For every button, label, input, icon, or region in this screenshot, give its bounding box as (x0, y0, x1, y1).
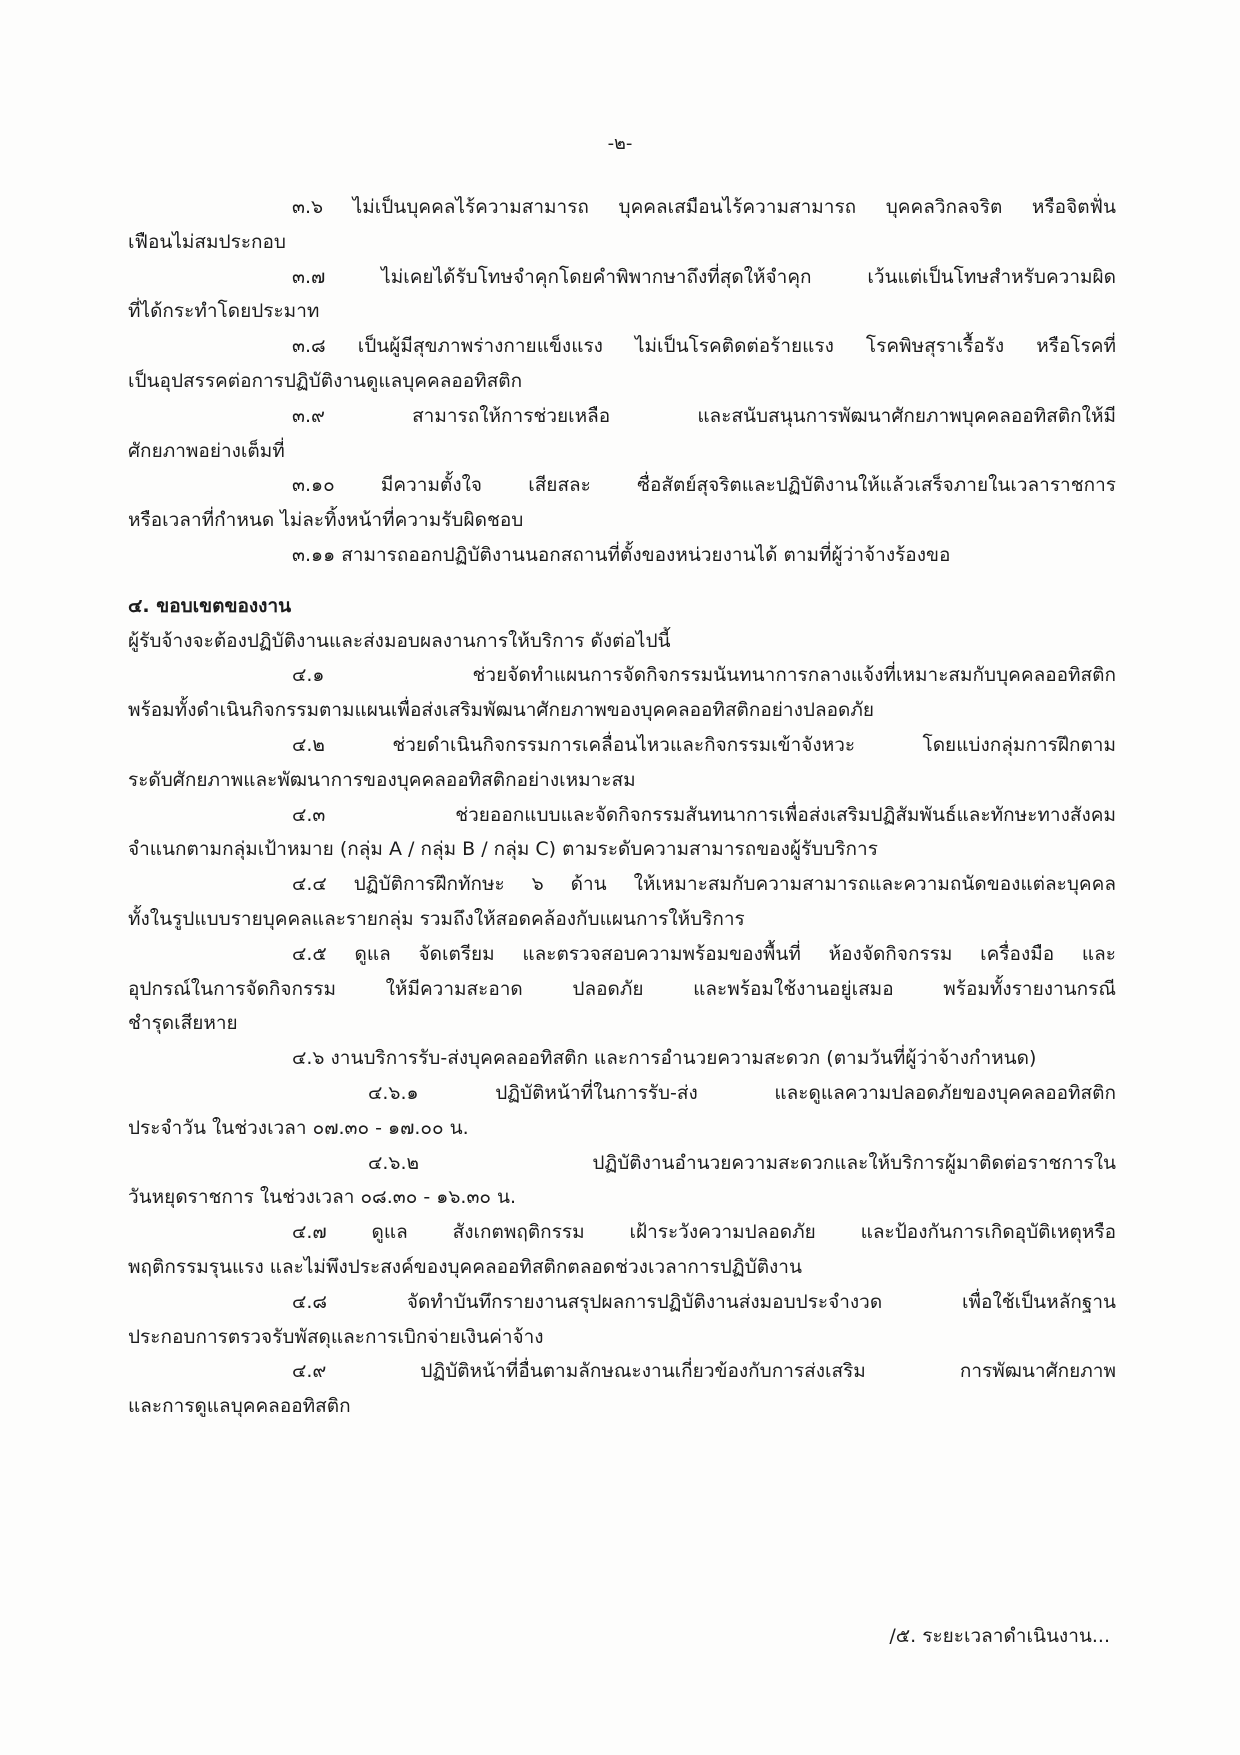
paragraph-item (128, 867, 1116, 937)
paragraph-continuation-line: ทั้งในรูปแบบรายบุคคลและรายกลุ่ม รวมถึงให้สอดคล้องกับแผนการให้บริการ (128, 907, 745, 930)
paragraph-first-line: ๔.๖ งานบริการรับ-ส่งบุคคลออทิสติก และการอำนวยความสะดวก (ตามวันที่ผู้ว่าจ้างกำหนด) (292, 1047, 1037, 1070)
paragraph-continuation-line: ประจำวัน ในช่วงเวลา ๐๗.๓๐ - ๑๗.๐๐ น. (128, 1116, 469, 1139)
paragraph-first-line: ๓.๘ เป็นผู้มีสุขภาพร่างกายแข็งแรง ไม่เป็นโรคติดต่อร้ายแรง โรคพิษสุราเรื้อรัง หรือโรคที่ (292, 335, 1116, 358)
paragraph-continuation-line: พฤติกรรมรุนแรง และไม่พึงประสงค์ของบุคคลออทิสติกตลอดช่วงเวลาการปฏิบัติงาน (128, 1255, 802, 1278)
paragraph-first-line: ๔.๗ ดูแล สังเกตพฤติกรรม เฝ้าระวังความปลอดภัย และป้องกันการเกิดอุบัติเหตุหรือ (292, 1221, 1116, 1244)
section-4-intro: ผู้รับจ้างจะต้องปฏิบัติงานและส่งมอบผลงานการให้บริการ ดังต่อไปนี้ (128, 629, 671, 652)
document-body (128, 190, 1116, 1424)
paragraph-first-line: ๔.๑ ช่วยจัดทำแผนการจัดกิจกรรมนันทนาการกลางแจ้งที่เหมาะสมกับบุคคลออทิสติก (292, 664, 1116, 687)
paragraph-item (128, 728, 1116, 798)
paragraph-first-line: ๓.๑๑ สามารถออกปฏิบัติงานนอกสถานที่ตั้งของหน่วยงานได้ ตามที่ผู้ว่าจ้างร้องขอ (292, 543, 951, 566)
paragraph-continuation-line: อุปกรณ์ในการจัดกิจกรรม ให้มีความสะอาด ปลอดภัย และพร้อมใช้งานอยู่เสมอ พร้อมทั้งรายงานกรณี (128, 977, 1116, 1000)
paragraph-continuation-line: ประกอบการตรวจรับพัสดุและการเบิกจ่ายเงินค่าจ้าง (128, 1325, 544, 1348)
paragraph-first-line: ๔.๖.๑ ปฏิบัติหน้าที่ในการรับ-ส่ง และดูแลความปลอดภัยของบุคคลออทิสติก (368, 1081, 1116, 1104)
paragraph-item (128, 190, 1116, 260)
paragraph-continuation-line: ชำรุดเสียหาย (128, 1012, 238, 1035)
paragraph-continuation-line: และการดูแลบุคคลออทิสติก (128, 1395, 351, 1418)
paragraph-continuation-line: ระดับศักยภาพและพัฒนาการของบุคคลออทิสติกอย่างเหมาะสม (128, 768, 636, 791)
section-4-items (128, 658, 1116, 1076)
paragraph-first-line: ๔.๓ ช่วยออกแบบและจัดกิจกรรมสันทนาการเพื่อส่งเสริมปฏิสัมพันธ์และทักษะทางสังคม (292, 803, 1116, 826)
paragraph-first-line: ๓.๙ สามารถให้การช่วยเหลือ และสนับสนุนการพัฒนาศักยภาพบุคคลออทิสติกให้มี (292, 404, 1116, 427)
paragraph-first-line: ๓.๑๐ มีความตั้งใจ เสียสละ ซื่อสัตย์สุจริตและปฏิบัติงานให้แล้วเสร็จภายในเวลาราชการ (292, 474, 1116, 497)
paragraph-item (128, 1076, 1116, 1146)
section-3-items (128, 190, 1116, 573)
paragraph-continuation-line: วันหยุดราชการ ในช่วงเวลา ๐๘.๓๐ - ๑๖.๓๐ น. (128, 1186, 517, 1209)
paragraph-first-line: ๔.๒ ช่วยดำเนินกิจกรรมการเคลื่อนไหวและกิจกรรมเข้าจังหวะ โดยแบ่งกลุ่มการฝึกตาม (292, 733, 1116, 756)
paragraph-item (128, 399, 1116, 469)
paragraph-continuation-line: จำแนกตามกลุ่มเป้าหมาย (กลุ่ม A / กลุ่ม B / กลุ่ม C) ตามระดับความสามารถของผู้รับบริการ (128, 838, 878, 861)
page-number: -๒- (607, 133, 633, 154)
section-4-6-subitems (128, 1076, 1116, 1215)
paragraph-item (128, 1285, 1116, 1355)
paragraph-item (128, 798, 1116, 868)
paragraph-continuation-line: เฟือนไม่สมประกอบ (128, 230, 286, 253)
paragraph-first-line: ๔.๖.๒ ปฏิบัติงานอำนวยความสะดวกและให้บริการผู้มาติดต่อราชการใน (368, 1151, 1116, 1174)
paragraph-item (128, 1215, 1116, 1285)
paragraph-item (128, 329, 1116, 399)
paragraph-item (128, 1041, 1116, 1076)
paragraph-continuation-line: เป็นอุปสรรคต่อการปฏิบัติงานดูแลบุคคลออทิสติก (128, 369, 523, 392)
paragraph-item (128, 260, 1116, 330)
paragraph-first-line: ๔.๙ ปฏิบัติหน้าที่อื่นตามลักษณะงานเกี่ยวข้องกับการส่งเสริม การพัฒนาศักยภาพ (292, 1360, 1116, 1383)
continuation-reference: /๕. ระยะเวลาดำเนินงาน... (889, 1625, 1110, 1647)
paragraph-continuation-line: หรือเวลาที่กำหนด ไม่ละทิ้งหน้าที่ความรับผิดชอบ (128, 509, 524, 532)
paragraph-item (128, 1354, 1116, 1424)
paragraph-item (128, 937, 1116, 1041)
paragraph-continuation-line: ที่ได้กระทำโดยประมาท (128, 300, 320, 323)
paragraph-first-line: ๔.๘ จัดทำบันทึกรายงานสรุปผลการปฏิบัติงานส่งมอบประจำงวด เพื่อใช้เป็นหลักฐาน (292, 1290, 1116, 1313)
paragraph-continuation-line: ศักยภาพอย่างเต็มที่ (128, 439, 285, 462)
paragraph-item (128, 1146, 1116, 1216)
paragraph-item (128, 538, 1116, 573)
paragraph-first-line: ๓.๖ ไม่เป็นบุคคลไร้ความสามารถ บุคคลเสมือนไร้ความสามารถ บุคคลวิกลจริต หรือจิตฟั่น (292, 196, 1116, 218)
section-4-items-continued (128, 1215, 1116, 1424)
paragraph-item (128, 468, 1116, 538)
paragraph-item (128, 658, 1116, 728)
paragraph-continuation-line: พร้อมทั้งดำเนินกิจกรรมตามแผนเพื่อส่งเสริมพัฒนาศักยภาพของบุคคลออทิสติกอย่างปลอดภัย (128, 699, 874, 722)
paragraph-first-line: ๓.๗ ไม่เคยได้รับโทษจำคุกโดยคำพิพากษาถึงที่สุดให้จำคุก เว้นแต่เป็นโทษสำหรับความผิด (292, 265, 1116, 288)
section-4-heading: ๔. ขอบเขตของงาน (128, 594, 292, 617)
paragraph-first-line: ๔.๕ ดูแล จัดเตรียม และตรวจสอบความพร้อมของพื้นที่ ห้องจัดกิจกรรม เครื่องมือ และ (292, 942, 1116, 965)
paragraph-first-line: ๔.๔ ปฏิบัติการฝึกทักษะ ๖ ด้าน ให้เหมาะสมกับความสามารถและความถนัดของแต่ละบุคคล (292, 873, 1116, 896)
